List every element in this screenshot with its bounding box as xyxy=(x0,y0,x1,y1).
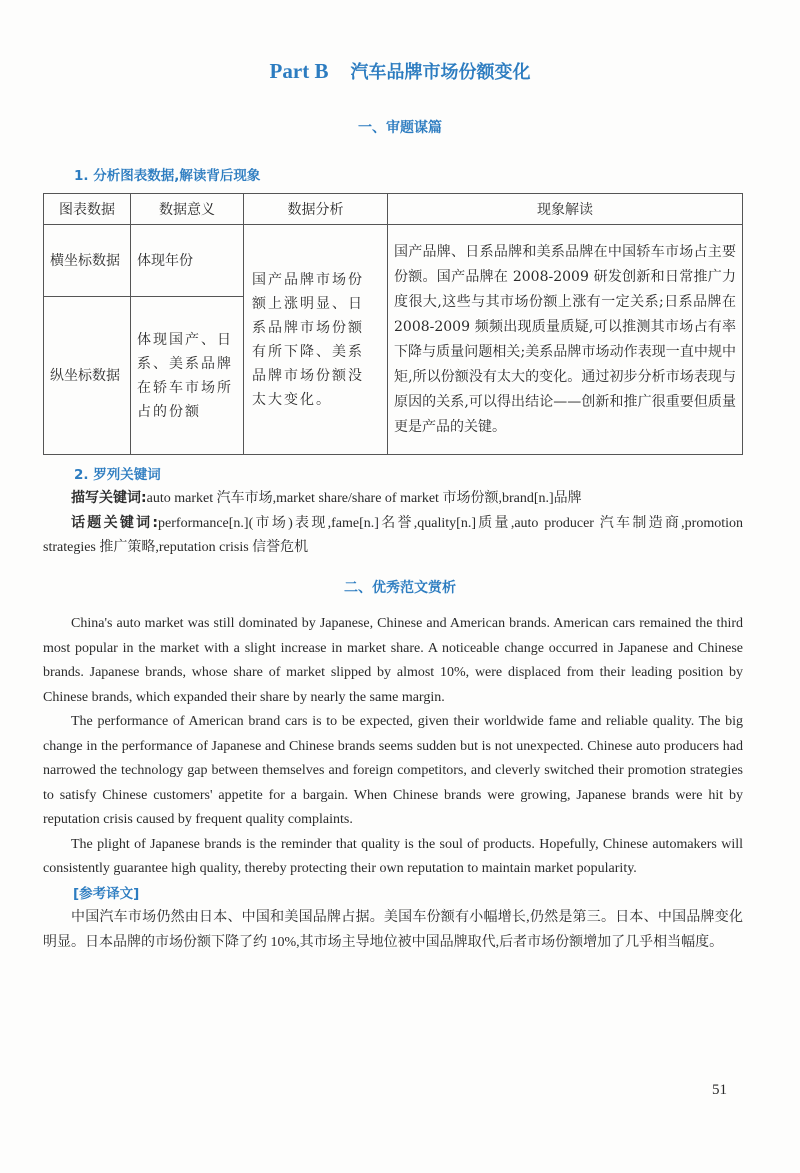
essay-paragraph: The plight of Japanese brands is the reminder that quality is the soul of products. Hopefully, Chinese automakers will consistently guarantee high quality, thereby protecting their own reputation to maintain market popularity. xyxy=(43,836,743,876)
essay-paragraph: The performance of American brand cars is to be expected, given their worldwide fame and reliable quality. The big change in the performance of Japanese and Chinese brands seems sudden but is not unexpected. Chinese auto producers had narrowed the technology gap between themselves and foreign competitors, and cleverly switched their promotion strategies to satisfy Chinese customers' appetite for a bargain. When Chinese brands were growing, Japanese brands were hit by reputation crisis caused by frequent quality complaints. xyxy=(43,714,743,827)
keywords-text: performance[n.](市场)表现,fame[n.]名誉,quality[n.]质量,auto producer 汽车制造商,promotion strategies 推广策略,reputation crisis 信誉危机 xyxy=(43,516,744,555)
part-label: Part B xyxy=(269,59,329,83)
keywords-descriptive xyxy=(43,486,743,511)
subheading-analysis: 1. 分析图表数据,解读背后现象 xyxy=(74,168,261,184)
part-title: 汽车品牌市场份额变化 xyxy=(350,62,531,83)
keywords-text: auto market 汽车市场,market share/share of market 市场份额,brand[n.]品牌 xyxy=(146,491,582,506)
table-header: 图表数据 xyxy=(44,194,131,225)
table-row xyxy=(44,225,743,297)
table-header: 现象解读 xyxy=(388,194,743,225)
row-meaning: 体现年份 xyxy=(131,225,244,297)
translation-text: 中国汽车市场仍然由日本、中国和美国品牌占据。美国车份额有小幅增长,仍然是第三。日本、中国品牌变化明显。日本品牌的市场份额下降了约 10%,其市场主导地位被中国品牌取代,后者市场份额增加了几乎相当幅度。 xyxy=(43,910,743,950)
keywords-label: 话题关键词: xyxy=(71,515,159,531)
table-header: 数据分析 xyxy=(244,194,388,225)
section-heading-2: 二、优秀范文赏析 xyxy=(344,580,456,596)
row-label: 横坐标数据 xyxy=(44,225,131,297)
section-heading-1: 一、审题谋篇 xyxy=(358,120,442,136)
analysis-table xyxy=(43,193,743,455)
row-meaning: 体现国产、日系、美系品牌在轿车市场所占的份额 xyxy=(131,297,244,455)
data-analysis-cell: 国产品牌市场份额上涨明显、日系品牌市场份额有所下降、美系品牌市场份额没太大变化。 xyxy=(244,225,388,455)
essay-paragraph: China's auto market was still dominated by Japanese, Chinese and American brands. American cars remained the third most popular in the market with a slight increase in market share. A noticeable change occurred in Japanese and Chinese brands. Japanese brands, whose share of market slipped by almost 10%, were displaced from their leading position by Chinese brands, which expanded their share by nearly the same margin. xyxy=(43,616,743,705)
page-number: 51 xyxy=(712,1082,727,1098)
page-title xyxy=(0,58,800,84)
keywords-label: 描写关键词: xyxy=(71,490,147,506)
table-header: 数据意义 xyxy=(131,194,244,225)
subheading-keywords: 2. 罗列关键词 xyxy=(74,467,161,483)
translation-label: [参考译文] xyxy=(73,885,140,902)
interpretation-cell: 国产品牌、日系品牌和美系品牌在中国轿车市场占主要份额。国产品牌在 2008-2009 研发创新和日常推广力度很大,这些与其市场份额上涨有一定关系;日系品牌在 2008-2009 频频出现质量质疑,可以推测其市场占有率下降与质量问题相关;美系品牌市场动作表现一直中规中矩,所以份额没有太大的变化。通过初步分析市场表现与原因的关系,可以得出结论——创新和推广很重要但质量更是产品的关键。 xyxy=(388,225,743,455)
row-label: 纵坐标数据 xyxy=(44,297,131,455)
model-essay xyxy=(43,612,743,955)
table-header-row xyxy=(44,194,743,225)
keywords-topic xyxy=(43,511,743,560)
